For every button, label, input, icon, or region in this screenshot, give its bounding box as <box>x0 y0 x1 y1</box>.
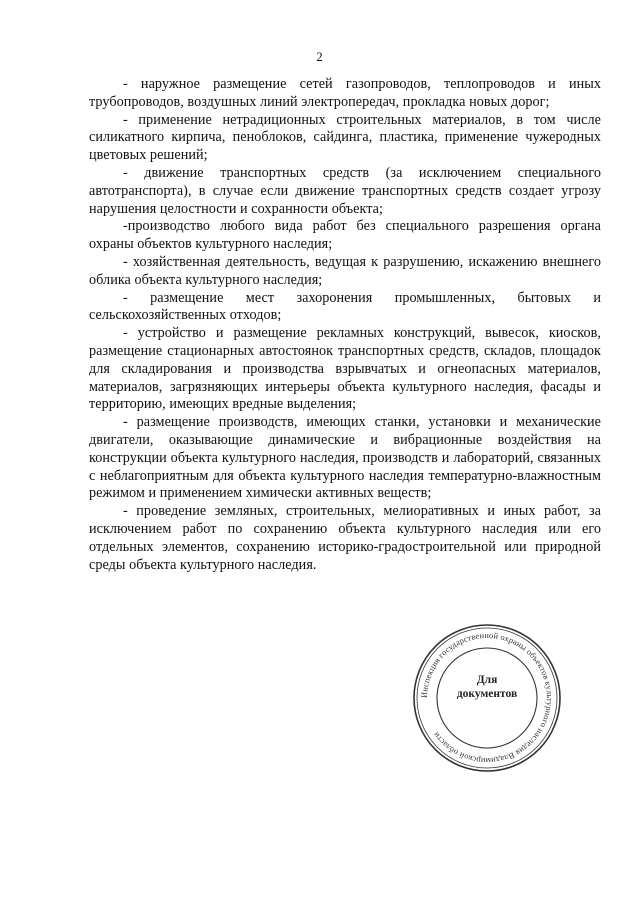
restriction-item-9: - проведение земляных, строительных, мелиоративных и иных работ, за исключением работ по сохранению объекта культурного наследия или его отдельных элементов, сохранению историко-градостроительной или природной среды объекта культурного наследия. <box>89 503 601 573</box>
stamp-center-line-2: документов <box>456 688 518 700</box>
restriction-item-5: - хозяйственная деятельность, ведущая к разрушению, искажению внешнего облика объекта культурного наследия; <box>89 253 601 288</box>
restriction-item-7: - устройство и размещение рекламных конструкций, вывесок, киосков, размещение стационарных автостоянок транспортных средств, складов, площадок для складирования и производства взрывчатых и огнеопасных материалов, материалов, загрязняющих интерьеры объекта культурного наследия, фасады и территорию, имеющих вредные выделения; <box>89 325 601 413</box>
document-body <box>89 76 601 574</box>
restriction-item-8: - размещение производств, имеющих станки, установки и механические двигатели, оказывающие динамические и вибрационные воздействия на конструкции объекта культурного наследия, производств и лабораторий, связанных с неблагоприятным для объекта культурного наследия температурно-влажностным режимом и применением химически активных веществ; <box>89 414 601 502</box>
stamp-center-line-1: Для <box>476 674 498 686</box>
stamp-ring-text: Инспекция государственной охраны объектов культурного наследия Владимирской области <box>419 630 555 766</box>
stamp-center-text <box>411 673 563 701</box>
restriction-item-4: -производство любого вида работ без специального разрешения органа охраны объектов культурного наследия; <box>89 218 601 253</box>
official-stamp <box>411 622 563 774</box>
restriction-item-3: - движение транспортных средств (за исключением специального автотранспорта), в случае если движение транспортных средств создает угрозу нарушения целостности и сохранности объекта; <box>89 164 601 217</box>
page-number: 2 <box>316 49 323 64</box>
restriction-item-6: - размещение мест захоронения промышленных, бытовых и сельскохозяйственных отходов; <box>89 289 601 324</box>
restriction-item-2: - применение нетрадиционных строительных материалов, в том числе силикатного кирпича, пеноблоков, сайдинга, пластика, применение чужеродных цветовых решений; <box>89 111 601 164</box>
restriction-item-1: - наружное размещение сетей газопроводов, теплопроводов и иных трубопроводов, воздушных линий электропередач, прокладка новых дорог; <box>89 76 601 110</box>
